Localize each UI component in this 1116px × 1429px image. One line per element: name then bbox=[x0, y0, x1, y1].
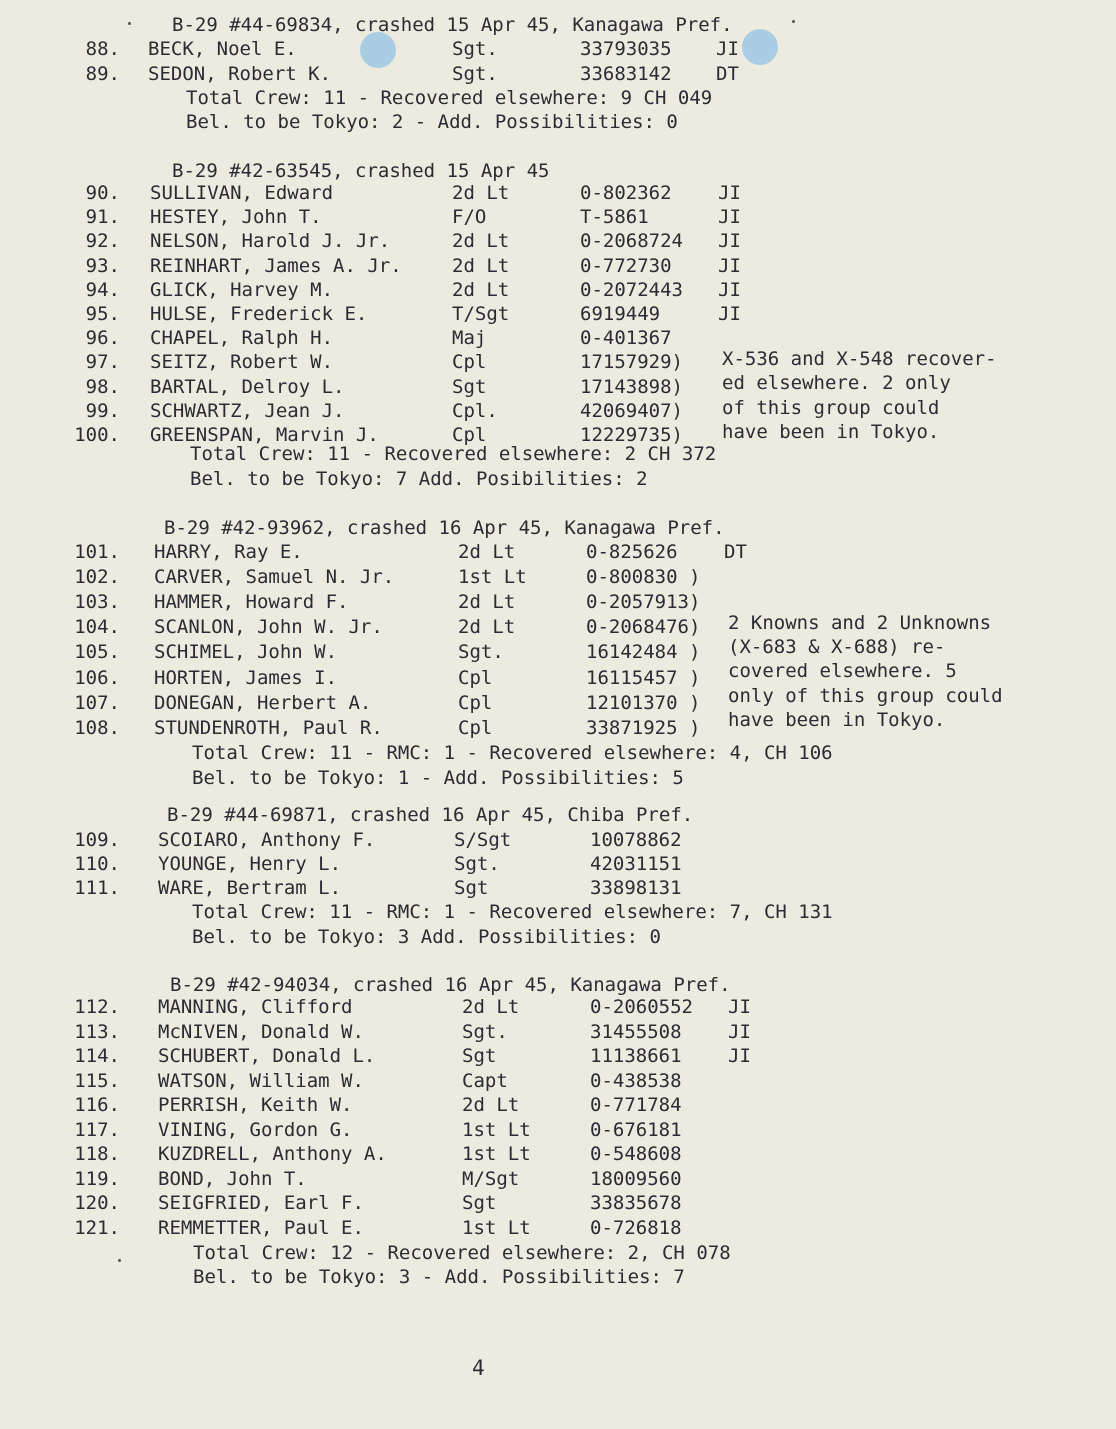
crew-serial: 0-2072443 bbox=[580, 279, 683, 301]
crew-serial: T-5861 bbox=[580, 206, 649, 228]
crew-name: SEDON, Robert K. bbox=[148, 63, 332, 85]
crew-name: SCANLON, John W. Jr. bbox=[154, 616, 383, 638]
row-number: 114. bbox=[74, 1045, 120, 1067]
total-crew-line: Total Crew: 11 - Recovered elsewhere: 2 CH 372 bbox=[190, 443, 717, 465]
punch-hole-right bbox=[742, 29, 778, 65]
row-number: 98. bbox=[85, 376, 120, 398]
crew-serial: 12101370 ) bbox=[586, 692, 701, 714]
crew-name: REINHART, James A. Jr. bbox=[150, 255, 402, 277]
aircraft-header: B-29 #44-69834, crashed 15 Apr 45, Kanagawa Pref. bbox=[172, 14, 733, 36]
aircraft-header: B-29 #44-69871, crashed 16 Apr 45, Chiba Pref. bbox=[167, 804, 694, 826]
crew-serial: 0-548608 bbox=[590, 1143, 682, 1165]
crew-serial: 10078862 bbox=[590, 829, 682, 851]
crew-rank: 2d Lt bbox=[462, 996, 520, 1018]
crew-serial: 18009560 bbox=[590, 1168, 682, 1190]
crew-rank: 2d Lt bbox=[452, 182, 510, 204]
crew-rank: S/Sgt bbox=[454, 829, 512, 851]
crew-serial: 0-676181 bbox=[590, 1119, 682, 1141]
crew-rank: Cpl bbox=[458, 667, 493, 689]
row-number: 108. bbox=[74, 717, 120, 739]
crew-serial: 0-772730 bbox=[580, 255, 672, 277]
crew-serial: 42069407) bbox=[580, 400, 683, 422]
crew-rank: 2d Lt bbox=[452, 279, 510, 301]
crew-name: HARRY, Ray E. bbox=[154, 541, 303, 563]
crew-name: WATSON, William W. bbox=[158, 1070, 364, 1092]
total-crew-line: Total Crew: 11 - Recovered elsewhere: 9 CH 049 bbox=[186, 87, 713, 109]
speck bbox=[128, 22, 131, 25]
row-number: 94. bbox=[85, 279, 120, 301]
crew-name: WARE, Bertram L. bbox=[158, 877, 342, 899]
crew-rank: M/Sgt bbox=[462, 1168, 520, 1190]
total-crew-line: Total Crew: 12 - Recovered elsewhere: 2, CH 078 bbox=[193, 1242, 731, 1264]
aircraft-header: B-29 #42-94034, crashed 16 Apr 45, Kanagawa Pref. bbox=[170, 974, 731, 996]
crew-name: MANNING, Clifford bbox=[158, 996, 353, 1018]
row-number: 109. bbox=[74, 829, 120, 851]
crew-code: JI bbox=[718, 206, 741, 228]
side-note-line: have been in Tokyo. bbox=[728, 709, 946, 731]
row-number: 103. bbox=[74, 591, 120, 613]
crew-name: DONEGAN, Herbert A. bbox=[154, 692, 372, 714]
crew-name: KUZDRELL, Anthony A. bbox=[158, 1143, 387, 1165]
crew-rank: Cpl. bbox=[452, 400, 498, 422]
crew-name: HULSE, Frederick E. bbox=[150, 303, 368, 325]
crew-code: JI bbox=[728, 1021, 751, 1043]
crew-serial: 0-800830 ) bbox=[586, 566, 701, 588]
crew-serial: 0-825626 bbox=[586, 541, 678, 563]
side-note-line: ed elsewhere. 2 only bbox=[722, 372, 951, 394]
row-number: 120. bbox=[74, 1192, 120, 1214]
crew-name: HORTEN, James I. bbox=[154, 667, 338, 689]
crew-rank: Sgt. bbox=[452, 63, 498, 85]
crew-name: HAMMER, Howard F. bbox=[154, 591, 349, 613]
row-number: 102. bbox=[74, 566, 120, 588]
page-number: 4 bbox=[472, 1356, 485, 1380]
row-number: 119. bbox=[74, 1168, 120, 1190]
crew-name: STUNDENROTH, Paul R. bbox=[154, 717, 383, 739]
crew-rank: Sgt bbox=[462, 1045, 497, 1067]
crew-rank: Cpl bbox=[452, 424, 487, 446]
crew-rank: Sgt. bbox=[454, 853, 500, 875]
crew-serial: 16142484 ) bbox=[586, 641, 701, 663]
row-number: 115. bbox=[74, 1070, 120, 1092]
crew-rank: Cpl bbox=[458, 692, 493, 714]
side-note-line: (X-683 & X-688) re- bbox=[728, 636, 946, 658]
crew-serial: 0-438538 bbox=[590, 1070, 682, 1092]
crew-name: CHAPEL, Ralph H. bbox=[150, 327, 334, 349]
crew-serial: 31455508 bbox=[590, 1021, 682, 1043]
crew-name: SCHUBERT, Donald L. bbox=[158, 1045, 376, 1067]
bel-tokyo-line: Bel. to be Tokyo: 3 - Add. Possibilities: 7 bbox=[193, 1266, 685, 1288]
crew-name: YOUNGE, Henry L. bbox=[158, 853, 342, 875]
crew-serial: 6919449 bbox=[580, 303, 661, 325]
crew-rank: 1st Lt bbox=[462, 1217, 531, 1239]
side-note-line: of this group could bbox=[722, 397, 940, 419]
row-number: 91. bbox=[85, 206, 120, 228]
side-note-line: X-536 and X-548 recover- bbox=[722, 348, 997, 370]
row-number: 112. bbox=[74, 996, 120, 1018]
crew-rank: F/O bbox=[452, 206, 487, 228]
row-number: 93. bbox=[85, 255, 120, 277]
aircraft-header: B-29 #42-63545, crashed 15 Apr 45 bbox=[172, 160, 550, 182]
row-number: 104. bbox=[74, 616, 120, 638]
crew-rank: 2d Lt bbox=[462, 1094, 520, 1116]
crew-name: VINING, Gordon G. bbox=[158, 1119, 353, 1141]
side-note-line: covered elsewhere. 5 bbox=[728, 660, 957, 682]
bel-tokyo-line: Bel. to be Tokyo: 1 - Add. Possibilities: 5 bbox=[192, 767, 684, 789]
crew-serial: 33871925 ) bbox=[586, 717, 701, 739]
crew-code: JI bbox=[728, 1045, 751, 1067]
crew-name: NELSON, Harold J. Jr. bbox=[150, 230, 391, 252]
crew-rank: 2d Lt bbox=[458, 541, 516, 563]
crew-code: JI bbox=[728, 996, 751, 1018]
crew-name: McNIVEN, Donald W. bbox=[158, 1021, 364, 1043]
punch-hole-left bbox=[360, 32, 396, 68]
row-number: 89. bbox=[85, 63, 120, 85]
row-number: 106. bbox=[74, 667, 120, 689]
crew-name: CARVER, Samuel N. Jr. bbox=[154, 566, 395, 588]
crew-serial: 33898131 bbox=[590, 877, 682, 899]
aircraft-header: B-29 #42-93962, crashed 16 Apr 45, Kanagawa Pref. bbox=[164, 517, 725, 539]
side-note-line: only of this group could bbox=[728, 685, 1003, 707]
row-number: 96. bbox=[85, 327, 120, 349]
crew-rank: Sgt. bbox=[458, 641, 504, 663]
crew-name: SEIGFRIED, Earl F. bbox=[158, 1192, 364, 1214]
crew-serial: 0-401367 bbox=[580, 327, 672, 349]
side-note-line: 2 Knowns and 2 Unknowns bbox=[728, 612, 992, 634]
crew-serial: 0-726818 bbox=[590, 1217, 682, 1239]
crew-name: SCHWARTZ, Jean J. bbox=[150, 400, 345, 422]
crew-code: JI bbox=[718, 255, 741, 277]
crew-name: SCHIMEL, John W. bbox=[154, 641, 338, 663]
crew-code: JI bbox=[718, 230, 741, 252]
crew-serial: 11138661 bbox=[590, 1045, 682, 1067]
row-number: 117. bbox=[74, 1119, 120, 1141]
crew-serial: 0-771784 bbox=[590, 1094, 682, 1116]
crew-serial: 0-2068476) bbox=[586, 616, 701, 638]
crew-rank: 1st Lt bbox=[462, 1143, 531, 1165]
crew-serial: 12229735) bbox=[580, 424, 683, 446]
row-number: 121. bbox=[74, 1217, 120, 1239]
bel-tokyo-line: Bel. to be Tokyo: 2 - Add. Possibilities: 0 bbox=[186, 111, 678, 133]
crew-rank: Sgt bbox=[454, 877, 489, 899]
crew-code: JI bbox=[718, 182, 741, 204]
crew-serial: 0-2057913) bbox=[586, 591, 701, 613]
crew-rank: Cpl bbox=[452, 351, 487, 373]
crew-serial: 33683142 bbox=[580, 63, 672, 85]
crew-rank: Sgt. bbox=[462, 1021, 508, 1043]
row-number: 113. bbox=[74, 1021, 120, 1043]
crew-rank: Cpl bbox=[458, 717, 493, 739]
row-number: 99. bbox=[85, 400, 120, 422]
crew-serial: 33793035 bbox=[580, 38, 672, 60]
crew-rank: 1st Lt bbox=[458, 566, 527, 588]
row-number: 97. bbox=[85, 351, 120, 373]
side-note-line: have been in Tokyo. bbox=[722, 421, 940, 443]
crew-rank: 2d Lt bbox=[458, 591, 516, 613]
row-number: 110. bbox=[74, 853, 120, 875]
crew-rank: Maj bbox=[452, 327, 487, 349]
crew-serial: 0-802362 bbox=[580, 182, 672, 204]
row-number: 100. bbox=[74, 424, 120, 446]
bel-tokyo-line: Bel. to be Tokyo: 7 Add. Posibilities: 2 bbox=[190, 468, 648, 490]
crew-rank: 2d Lt bbox=[458, 616, 516, 638]
crew-serial: 16115457 ) bbox=[586, 667, 701, 689]
crew-rank: 1st Lt bbox=[462, 1119, 531, 1141]
row-number: 101. bbox=[74, 541, 120, 563]
crew-name: SEITZ, Robert W. bbox=[150, 351, 334, 373]
crew-serial: 0-2068724 bbox=[580, 230, 683, 252]
crew-name: GLICK, Harvey M. bbox=[150, 279, 334, 301]
crew-serial: 17143898) bbox=[580, 376, 683, 398]
crew-code: JI bbox=[718, 303, 741, 325]
row-number: 116. bbox=[74, 1094, 120, 1116]
crew-serial: 17157929) bbox=[580, 351, 683, 373]
crew-rank: Sgt. bbox=[452, 38, 498, 60]
crew-serial: 33835678 bbox=[590, 1192, 682, 1214]
crew-serial: 42031151 bbox=[590, 853, 682, 875]
crew-name: GREENSPAN, Marvin J. bbox=[150, 424, 379, 446]
crew-name: BOND, John T. bbox=[158, 1168, 307, 1190]
crew-name: PERRISH, Keith W. bbox=[158, 1094, 353, 1116]
speck bbox=[792, 20, 795, 23]
crew-rank: 2d Lt bbox=[452, 255, 510, 277]
total-crew-line: Total Crew: 11 - RMC: 1 - Recovered elsewhere: 4, CH 106 bbox=[192, 742, 833, 764]
row-number: 118. bbox=[74, 1143, 120, 1165]
crew-name: BECK, Noel E. bbox=[148, 38, 297, 60]
crew-rank: Sgt bbox=[452, 376, 487, 398]
crew-name: BARTAL, Delroy L. bbox=[150, 376, 345, 398]
crew-rank: Capt bbox=[462, 1070, 508, 1092]
crew-name: HESTEY, John T. bbox=[150, 206, 322, 228]
row-number: 88. bbox=[85, 38, 120, 60]
crew-code: DT bbox=[716, 63, 739, 85]
row-number: 111. bbox=[74, 877, 120, 899]
crew-code: DT bbox=[724, 541, 747, 563]
crew-name: REMMETTER, Paul E. bbox=[158, 1217, 364, 1239]
crew-serial: 0-2060552 bbox=[590, 996, 693, 1018]
crew-code: JI bbox=[716, 38, 739, 60]
bel-tokyo-line: Bel. to be Tokyo: 3 Add. Possibilities: 0 bbox=[192, 926, 661, 948]
crew-rank: T/Sgt bbox=[452, 303, 510, 325]
crew-rank: 2d Lt bbox=[452, 230, 510, 252]
crew-rank: Sgt bbox=[462, 1192, 497, 1214]
row-number: 90. bbox=[85, 182, 120, 204]
row-number: 95. bbox=[85, 303, 120, 325]
row-number: 92. bbox=[85, 230, 120, 252]
row-number: 107. bbox=[74, 692, 120, 714]
row-number: 105. bbox=[74, 641, 120, 663]
speck bbox=[118, 1259, 121, 1262]
crew-code: JI bbox=[718, 279, 741, 301]
crew-name: SULLIVAN, Edward bbox=[150, 182, 334, 204]
crew-name: SCOIARO, Anthony F. bbox=[158, 829, 376, 851]
total-crew-line: Total Crew: 11 - RMC: 1 - Recovered elsewhere: 7, CH 131 bbox=[192, 901, 833, 923]
